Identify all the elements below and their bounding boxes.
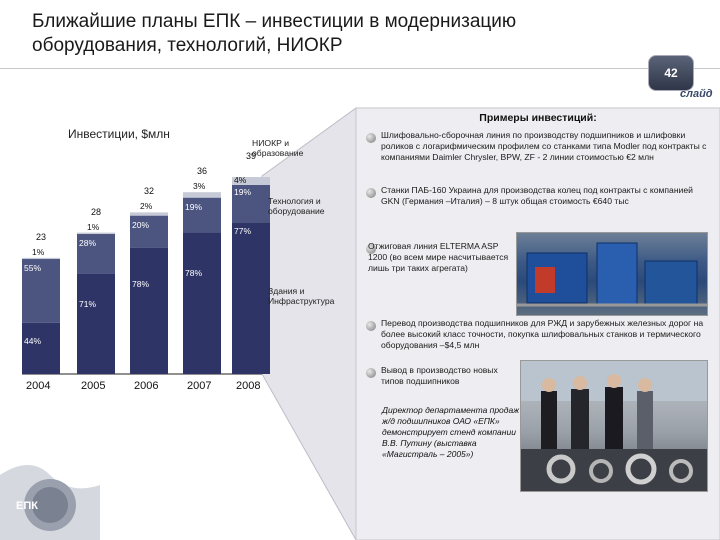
- slide-number-badge: 42: [648, 55, 694, 91]
- bar-segment-2006-2: [130, 212, 168, 215]
- bar-segment-2006-0: [130, 248, 168, 374]
- segment-label: 78%: [132, 279, 150, 290]
- example-item-2: Станки ПАБ-160 Украина для производства колец под контракты с компанией GKN (Германия –Италия) – 8 штук общая стоимость €640 тыс: [381, 185, 693, 206]
- examples-header: Примеры инвестиций:: [479, 112, 597, 124]
- segment-label: 19%: [185, 201, 203, 212]
- year-label: 2006: [134, 380, 159, 392]
- example-item-3: Отжиговая линия ELTERMA ASP 1200 (во всем мире насчитывается лишь три таких агрегата): [368, 241, 509, 273]
- segment-label: 3%: [193, 181, 206, 192]
- example-item-5: Вывод в производство новых типов подшипников: [381, 365, 498, 386]
- legend-rd: НИОКР и образование: [252, 138, 304, 158]
- bar-segment-2008-0: [232, 222, 270, 374]
- bar-total-label: 36: [196, 166, 207, 177]
- segment-label: 4%: [234, 175, 247, 186]
- year-label: 2005: [81, 380, 106, 392]
- legend-tech: Технология и оборудование: [268, 196, 325, 216]
- bar-total-label: 23: [35, 231, 46, 242]
- segment-label: 2%: [140, 201, 153, 212]
- epk-logo-icon: [0, 455, 100, 540]
- logo-text: ЕПК: [16, 500, 38, 512]
- legend-buildings: Здания и Инфраструктура: [268, 286, 335, 306]
- bar-segment-2007-0: [183, 232, 221, 374]
- machinery-illustration: [517, 233, 707, 315]
- bar-segment-2005-2: [77, 233, 115, 234]
- title-line-1: Ближайшие планы ЕПК – инвестиции в модернизацию: [32, 11, 517, 32]
- segment-label: 28%: [79, 238, 97, 248]
- chart-title: Инвестиции, $млн: [68, 127, 170, 141]
- title-line-2: оборудования, технологий, НИОКР: [32, 35, 343, 56]
- bullet-icon: [366, 321, 376, 331]
- bar-segment-2007-2: [183, 192, 221, 197]
- bullet-icon: [366, 133, 376, 143]
- segment-label: 20%: [132, 219, 150, 230]
- exhibition-photo: [520, 360, 708, 492]
- bar-total-label: 28: [90, 206, 101, 217]
- exhibition-illustration: [521, 361, 707, 491]
- example-item-1: Шлифовально-сборочная линия по производству подшипников и шлифовки роликов с логарифмическим профилем со станками типа Modler под контракты с компаниями Daimler Chrysler, BPW, ZF - 2 линии стоимостью €2 млн: [381, 130, 707, 162]
- example-item-4: Перевод производства подшипников для РЖД и зарубежных железных дорог на более высокий класс точности, покупка шлифовальных станков и термического оборудования –$4,5 млн: [381, 318, 704, 350]
- bar-segment-2005-0: [77, 274, 115, 374]
- segment-label: 71%: [79, 298, 97, 309]
- segment-label: 19%: [234, 186, 252, 197]
- segment-label: 1%: [87, 221, 100, 232]
- annealing-line-photo: [516, 232, 708, 316]
- bar-segment-2004-2: [22, 258, 60, 259]
- segment-label: 77%: [234, 226, 252, 237]
- segment-label: 44%: [24, 335, 42, 346]
- bullet-icon: [366, 188, 376, 198]
- slide-word-label: слайд: [680, 88, 713, 100]
- segment-label: 55%: [24, 263, 42, 273]
- year-label: 2004: [26, 380, 51, 392]
- bar-segment-2004-0: [22, 323, 60, 374]
- photo-caption: Директор департамента продаж ж/д подшипников ОАО «ЕПК» демонстрирует стенд компании В.В. Путину (выставка «Магистраль – 2005»): [382, 405, 520, 459]
- bar-total-label: 32: [143, 186, 154, 197]
- bullet-icon: [366, 368, 376, 378]
- bar-total-label: 39: [245, 151, 256, 162]
- segment-label: 78%: [185, 267, 203, 278]
- year-label: 2007: [187, 380, 212, 392]
- year-label: 2008: [236, 380, 261, 392]
- segment-label: 1%: [32, 246, 45, 257]
